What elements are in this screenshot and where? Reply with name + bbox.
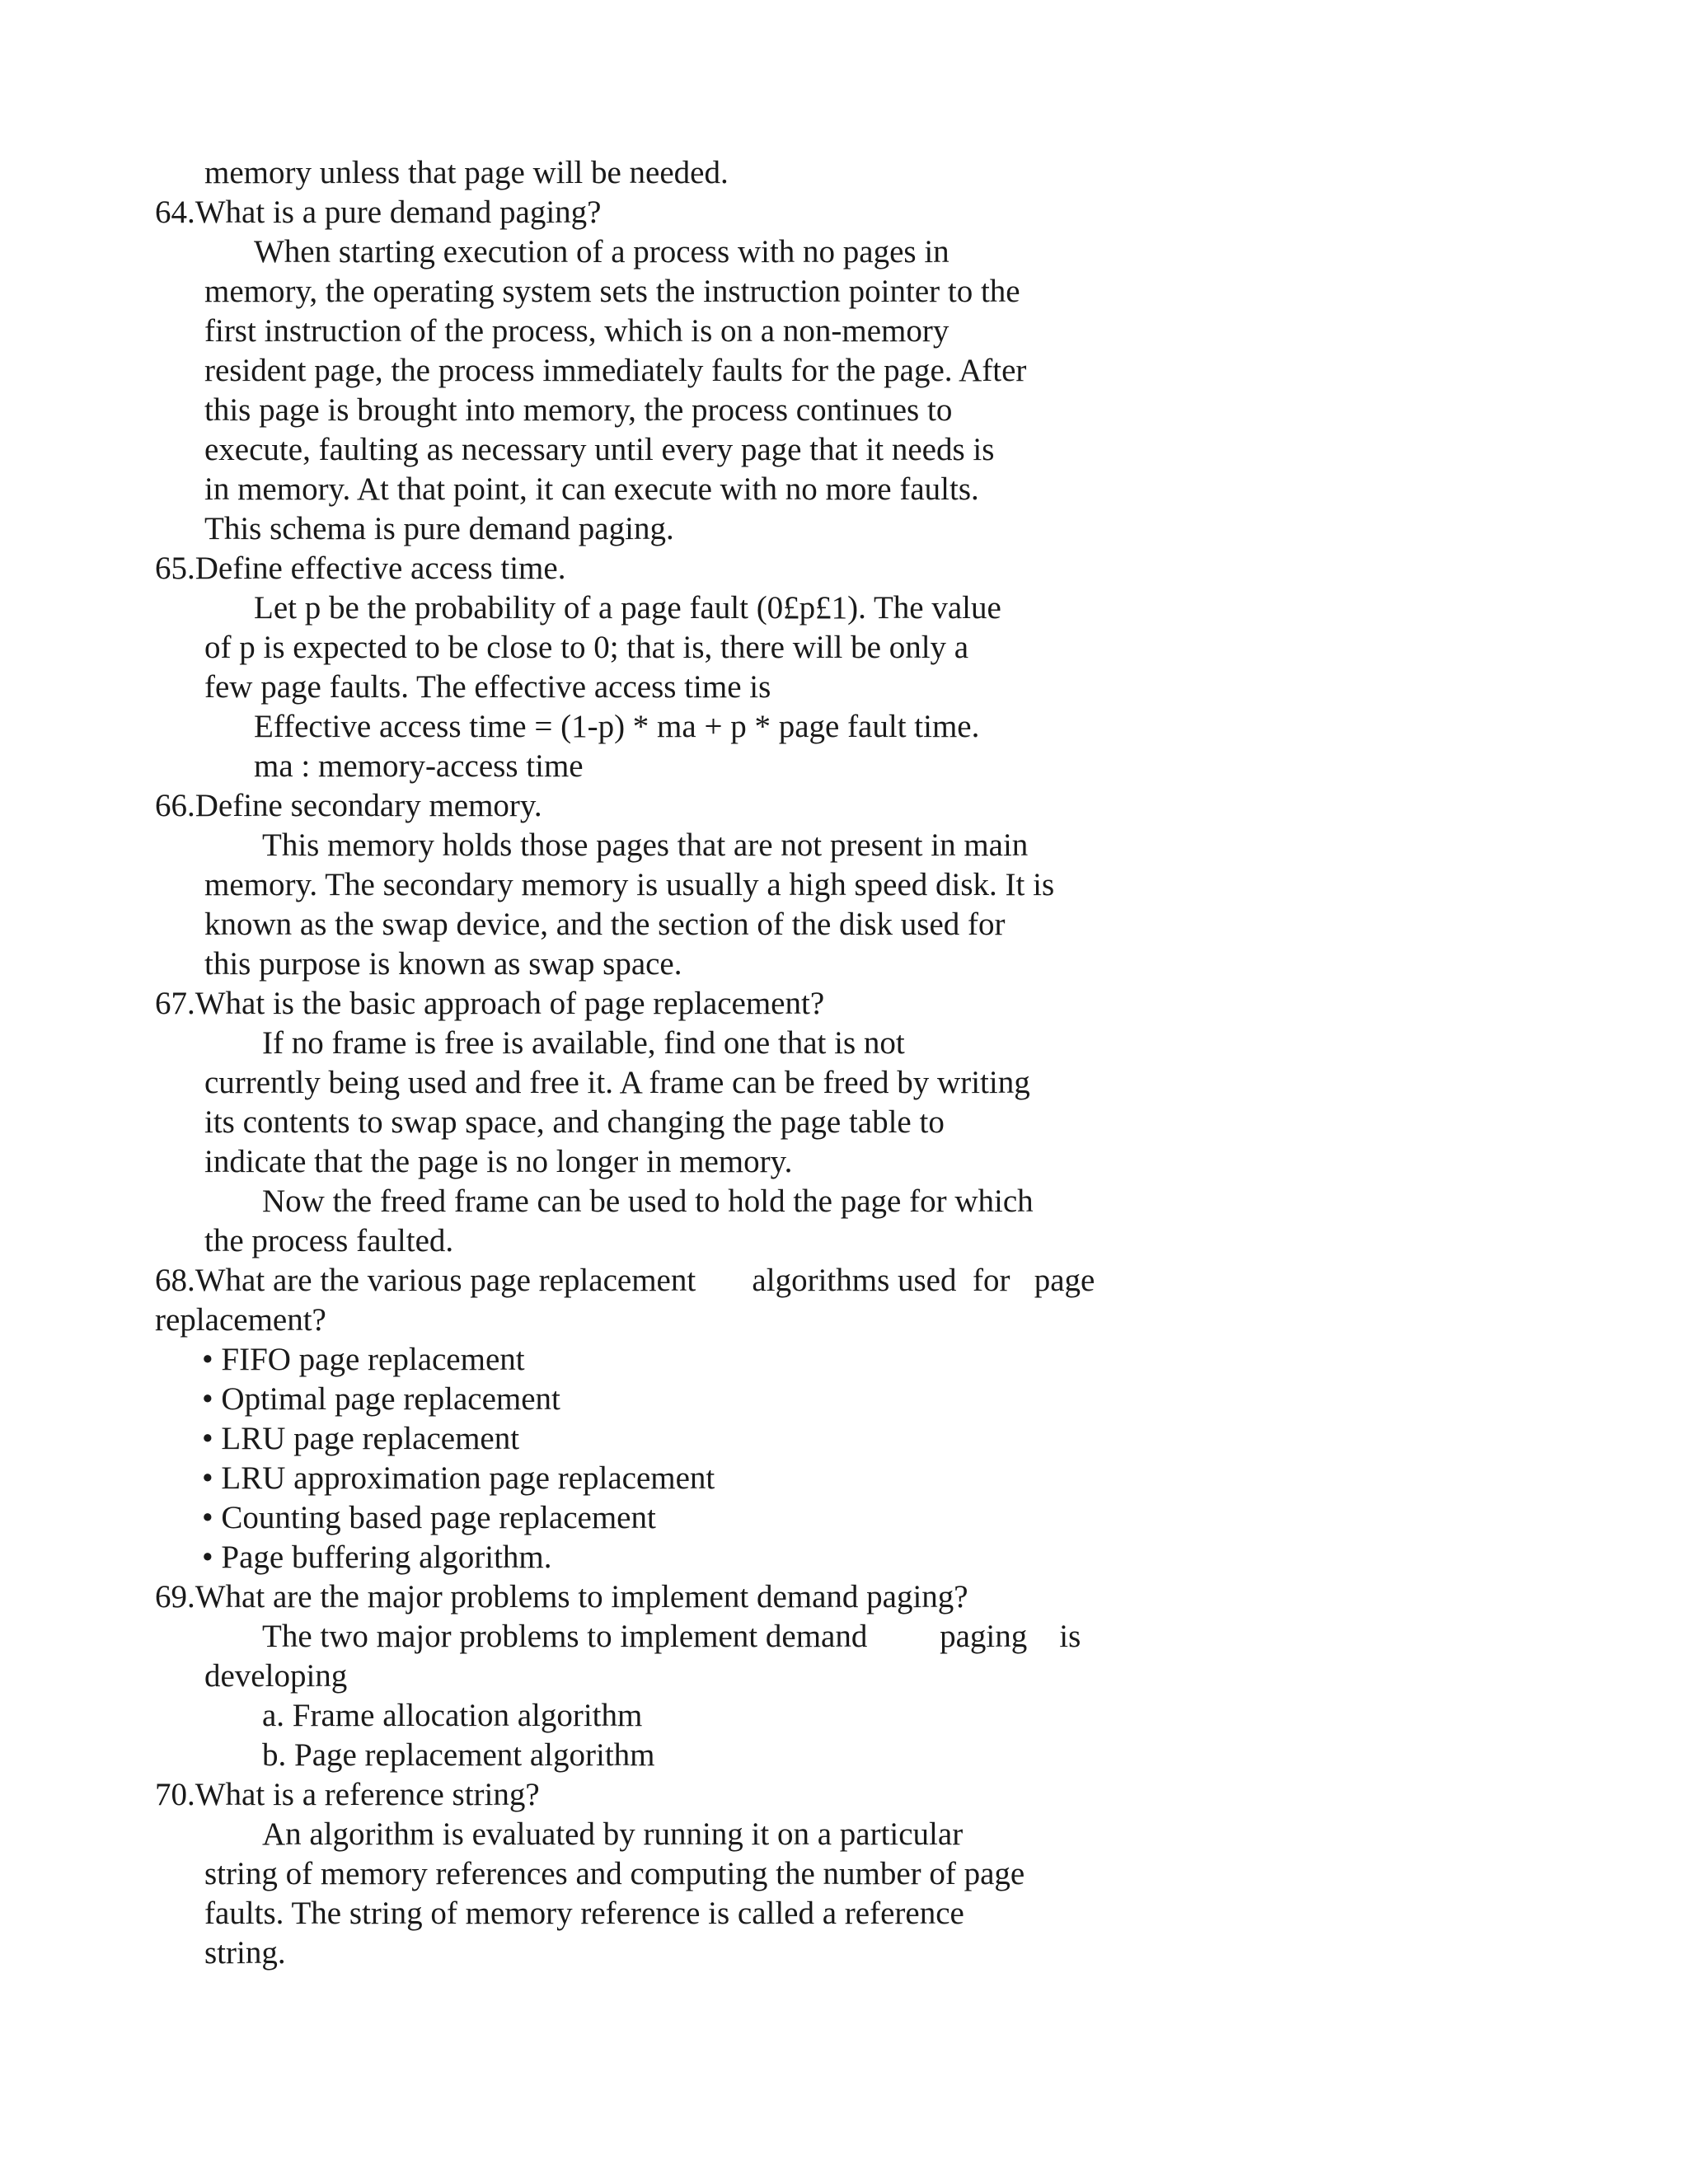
bullet-item: • Counting based page replacement (202, 1500, 656, 1535)
text-line: memory unless that page will be needed. (204, 155, 729, 190)
text-line: the process faulted. (204, 1223, 454, 1258)
bullet-item: • Optimal page replacement (202, 1381, 560, 1417)
bullet-item: • Page buffering algorithm. (202, 1540, 552, 1575)
text-line: Now the freed frame can be used to hold the page for which (262, 1183, 1034, 1219)
question-69: 69.What are the major problems to implement demand paging? (155, 1579, 968, 1615)
text-line: currently being used and free it. A frame can be freed by writing (204, 1065, 1030, 1100)
text-line: first instruction of the process, which is on a non-memory (204, 313, 950, 349)
text-line: This schema is pure demand paging. (204, 511, 674, 546)
text-line: The two major problems to implement demand paging is (262, 1619, 1081, 1654)
text-line: An algorithm is evaluated by running it on a particular (262, 1816, 964, 1852)
text-line: string. (204, 1935, 286, 1971)
list-item: b. Page replacement algorithm (262, 1737, 655, 1773)
text-line: known as the swap device, and the section of the disk used for (204, 907, 1006, 942)
question-67: 67.What is the basic approach of page replacement? (155, 986, 825, 1021)
bullet-item: • FIFO page replacement (202, 1342, 525, 1377)
question-64: 64.What is a pure demand paging? (155, 194, 602, 230)
text-line: ma : memory-access time (254, 748, 584, 784)
text-line: this purpose is known as swap space. (204, 946, 682, 982)
formula-line: Effective access time = (1-p) * ma + p * page fault time. (254, 709, 980, 744)
question-65: 65.Define effective access time. (155, 551, 566, 586)
text-line: execute, faulting as necessary until every page that it needs is (204, 432, 995, 467)
text-line: memory. The secondary memory is usually a high speed disk. It is (204, 867, 1055, 902)
text-line: this page is brought into memory, the process continues to (204, 392, 953, 428)
text-line: indicate that the page is no longer in memory. (204, 1144, 793, 1179)
text-line: resident page, the process immediately faults for the page. After (204, 353, 1027, 388)
text-line: few page faults. The effective access time is (204, 669, 771, 705)
text-line: of p is expected to be close to 0; that is, there will be only a (204, 630, 969, 665)
question-66: 66.Define secondary memory. (155, 788, 542, 823)
text-line: developing (204, 1658, 348, 1694)
question-68: 68.What are the various page replacement algorithms used for page (155, 1263, 1095, 1298)
text-line: in memory. At that point, it can execute with no more faults. (204, 471, 979, 507)
text-line: When starting execution of a process with no pages in (254, 234, 950, 269)
question-68-cont: replacement? (155, 1302, 326, 1338)
question-70: 70.What is a reference string? (155, 1777, 540, 1812)
text-line: If no frame is free is available, find one that is not (262, 1025, 905, 1061)
bullet-item: • LRU approximation page replacement (202, 1460, 715, 1496)
text-line: faults. The string of memory reference is called a reference (204, 1896, 964, 1931)
text-line: This memory holds those pages that are not present in main (262, 827, 1029, 863)
text-line: its contents to swap space, and changing the page table to (204, 1104, 945, 1140)
bullet-item: • LRU page replacement (202, 1421, 520, 1456)
text-line: Let p be the probability of a page fault (0£p£1). The value (254, 590, 1001, 626)
list-item: a. Frame allocation algorithm (262, 1698, 643, 1733)
text-line: memory, the operating system sets the instruction pointer to the (204, 274, 1020, 309)
text-line: string of memory references and computing the number of page (204, 1856, 1025, 1891)
